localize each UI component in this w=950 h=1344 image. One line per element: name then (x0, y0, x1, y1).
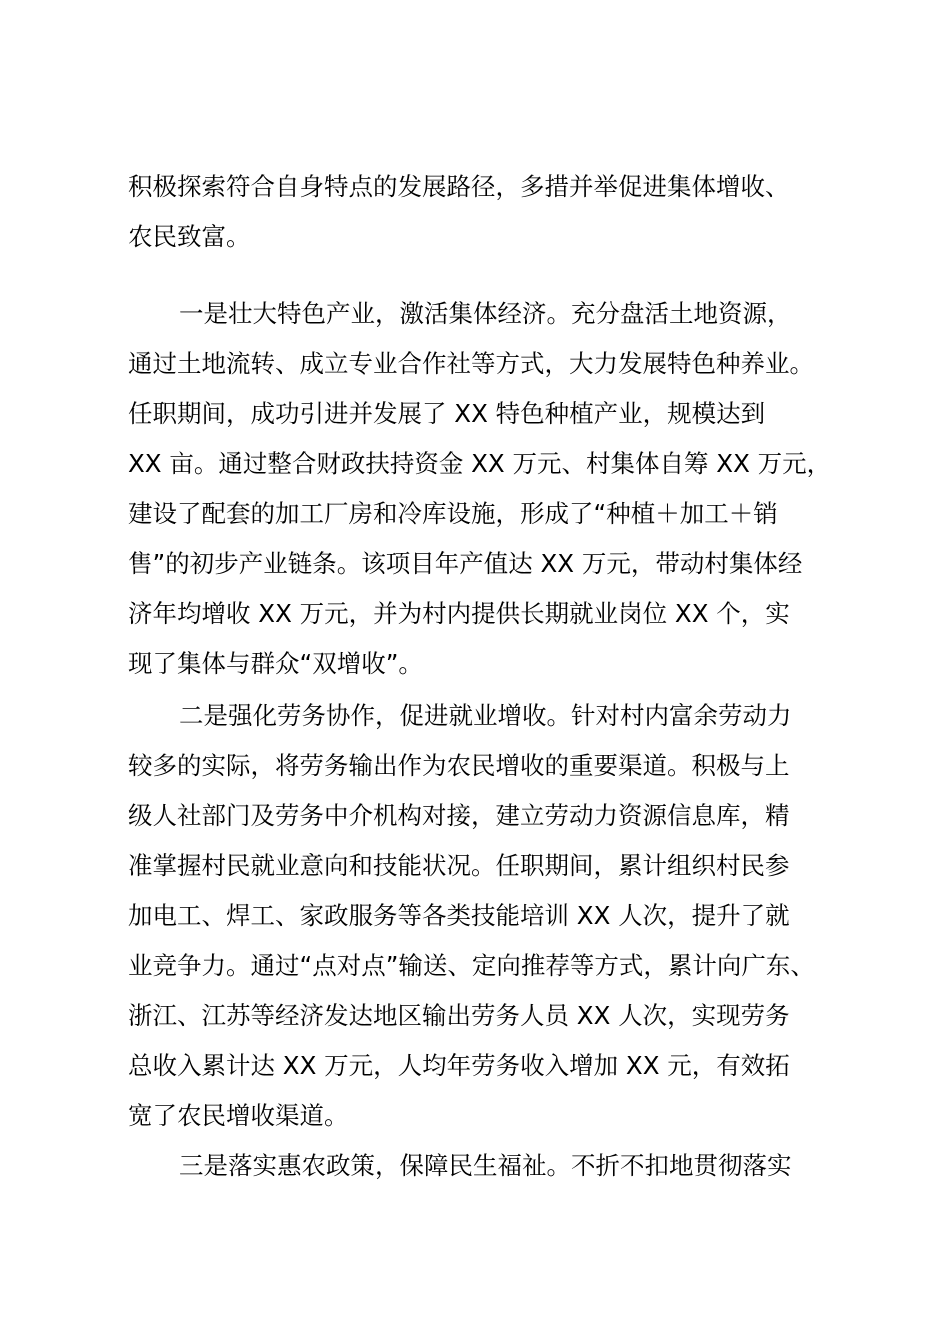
text-line: 现了集体与群众“双增收”。 (128, 649, 423, 678)
text-line: 级人社部门及劳务中介机构对接，建立劳动力资源信息库，精 (128, 801, 790, 830)
paragraph-4 (128, 1141, 848, 1191)
text-line: 建设了配套的加工厂房和冷库设施，形成了“种植＋加工＋销 (128, 499, 778, 528)
text-line: 任职期间，成功引进并发展了 XX 特色种植产业，规模达到 (128, 399, 766, 428)
text-line: 宽了农民增收渠道。 (128, 1101, 349, 1130)
paragraph-2 (128, 289, 848, 689)
text-line: 二是强化劳务协作，促进就业增收。针对村内富余劳动力 (179, 701, 792, 730)
text-line: 积极探索符合自身特点的发展路径，多措并举促进集体增收、 (128, 172, 790, 201)
text-line: 业竞争力。通过“点对点”输送、定向推荐等方式，累计向广东、 (128, 951, 815, 980)
text-line: 准掌握村民就业意向和技能状况。任职期间，累计组织村民参 (128, 851, 790, 880)
text-line: 农民致富。 (128, 222, 251, 251)
text-line: 较多的实际，将劳务输出作为农民增收的重要渠道。积极与上 (128, 751, 790, 780)
text-line: 济年均增收 XX 万元，并为村内提供长期就业岗位 XX 个，实 (128, 599, 790, 628)
text-line: 加电工、焊工、家政服务等各类技能培训 XX 人次，提升了就 (128, 901, 790, 930)
text-line: XX 亩。通过整合财政扶持资金 XX 万元、村集体自筹 XX 万元， (128, 449, 832, 478)
text-line: 售”的初步产业链条。该项目年产值达 XX 万元，带动村集体经 (128, 549, 803, 578)
document-body (128, 162, 848, 1191)
text-line: 总收入累计达 XX 万元，人均年劳务收入增加 XX 元，有效拓 (128, 1051, 790, 1080)
text-line: 浙江、江苏等经济发达地区输出劳务人员 XX 人次，实现劳务 (128, 1001, 790, 1030)
paragraph-3 (128, 691, 848, 1141)
paragraph-1 (128, 162, 848, 262)
text-line: 一是壮大特色产业，激活集体经济。充分盘活土地资源， (179, 299, 792, 328)
text-line: 三是落实惠农政策，保障民生福祉。不折不扣地贯彻落实 (179, 1151, 792, 1180)
text-line: 通过土地流转、成立专业合作社等方式，大力发展特色种养业。 (128, 349, 814, 378)
